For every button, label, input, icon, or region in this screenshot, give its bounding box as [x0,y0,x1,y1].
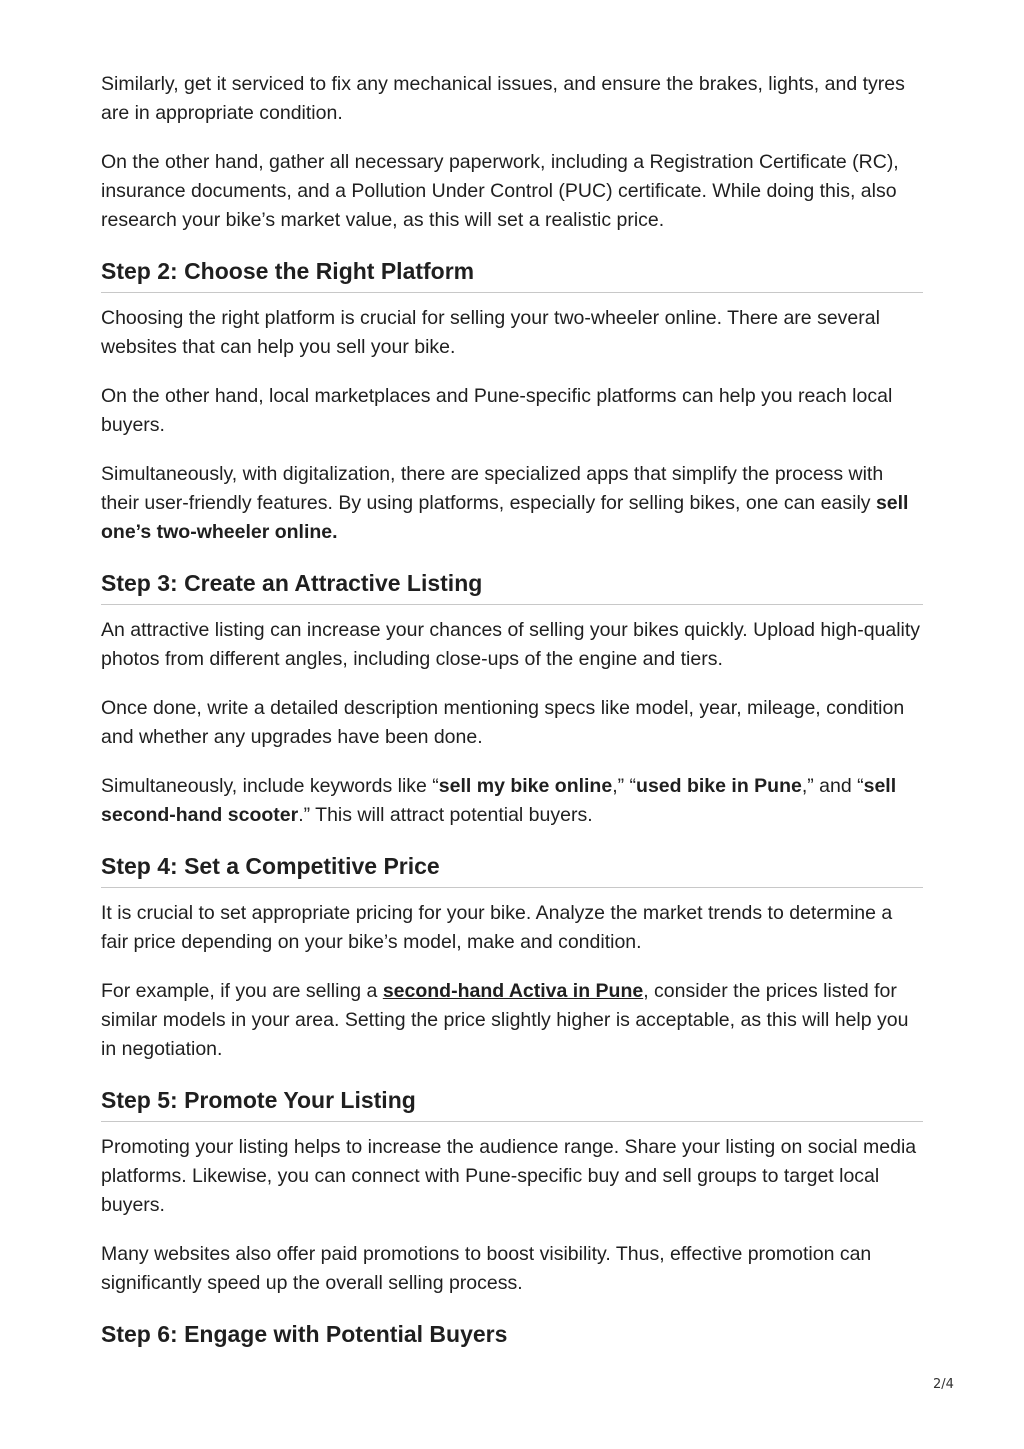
text-fragment: Simultaneously, include keywords like “ [101,775,439,797]
step-2-paragraph-1: Choosing the right platform is crucial for selling your two-wheeler online. There are several websites that can help you sell your bike. [101,307,880,358]
step-4-paragraph-1: It is crucial to set appropriate pricing for your bike. Analyze the market trends to determine a fair price depending on your bike’s model, make and condition. [101,902,893,953]
step-2-heading: Step 2: Choose the Right Platform [101,255,923,293]
step-5-paragraph-2: Many websites also offer paid promotions to boost visibility. Thus, effective promotion can significantly speed up the overall selling process. [101,1243,872,1294]
keyword-sell-second-hand-scooter: sell second-hand scooter [101,775,897,826]
step-2-bold-keyword: sell one’s two-wheeler online. [101,492,909,543]
step-2-paragraph-3 [101,460,923,547]
step-4-paragraph-2 [101,977,923,1064]
article-body [101,70,923,1355]
step-5-paragraph-1: Promoting your listing helps to increase the audience range. Share your listing on social media platforms. Likewise, you can connect with Pune-specific buy and sell groups to target local buyers. [101,1136,917,1216]
step-3-heading: Step 3: Create an Attractive Listing [101,567,923,605]
text-fragment: , consider the prices listed for similar models in your area. Setting the price slightly higher is acceptable, as this will help you in negotiation. [101,980,909,1060]
step-3-paragraph-3 [101,772,923,830]
page-number: 2/4 [933,1377,954,1392]
text-fragment: .” This will attract potential buyers. [298,804,593,826]
step-2-paragraph-3-text: Simultaneously, with digitalization, there are specialized apps that simplify the process with their user-friendly features. By using platforms, especially for selling bikes, one can easily [101,463,884,514]
keyword-used-bike-in-pune: used bike in Pune [636,775,802,797]
intro-paragraph-1: Similarly, get it serviced to fix any mechanical issues, and ensure the brakes, lights, and tyres are in appropriate condition. [101,73,905,124]
keyword-sell-my-bike-online: sell my bike online [438,775,613,797]
step-3-paragraph-2: Once done, write a detailed description mentioning specs like model, year, mileage, condition and whether any upgrades have been done. [101,697,905,748]
second-hand-activa-link[interactable]: second-hand Activa in Pune [382,980,644,1002]
step-3-paragraph-1: An attractive listing can increase your chances of selling your bikes quickly. Upload high-quality photos from different angles, including close-ups of the engine and tiers. [101,619,921,670]
step-5-heading: Step 5: Promote Your Listing [101,1084,923,1122]
text-fragment: ,” and “ [801,775,864,797]
step-4-heading: Step 4: Set a Competitive Price [101,850,923,888]
text-fragment: ,” “ [612,775,637,797]
intro-paragraph-2: On the other hand, gather all necessary paperwork, including a Registration Certificate (RC), insurance documents, and a Pollution Under Control (PUC) certificate. While doing this, also research your bike’s market value, as this will set a realistic price. [101,151,899,231]
step-6-heading: Step 6: Engage with Potential Buyers [101,1321,508,1347]
text-fragment: For example, if you are selling a [101,980,383,1002]
step-2-paragraph-2: On the other hand, local marketplaces and Pune-specific platforms can help you reach local buyers. [101,385,893,436]
